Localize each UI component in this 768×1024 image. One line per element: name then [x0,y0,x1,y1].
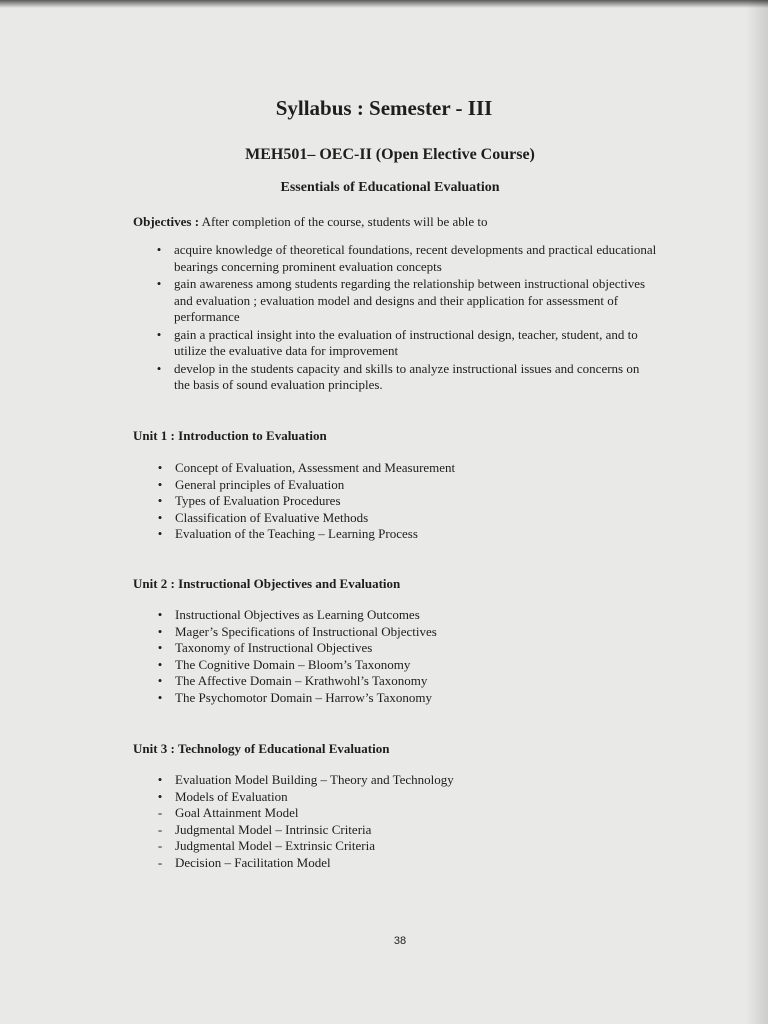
bullet-icon: • [157,526,163,541]
unit-1-topics [153,460,603,543]
bullet-icon: • [157,623,163,639]
list-item [153,624,603,641]
bullet-icon: • [157,640,163,655]
topic-text: Mager’s Specifications of Instructional Objectives [175,623,437,639]
topic-text: Evaluation Model Building – Theory and Technology [175,772,454,787]
objectives-intro [133,214,488,230]
topic-text: Types of Evaluation Procedures [175,493,341,508]
list-item [153,805,603,822]
objectives-list [152,242,657,395]
bullet-icon: • [156,276,162,291]
bullet-icon: • [156,326,162,342]
list-item [152,327,657,360]
bullet-icon: • [157,493,163,508]
list-item [153,673,603,690]
unit-3-topics [153,772,603,871]
page-title: Syllabus : Semester - III [275,96,493,120]
dash-icon: - [157,854,163,870]
page-number: 38 [393,935,407,947]
list-item [153,510,603,527]
list-item [153,657,603,674]
topic-text: Judgmental Model – Extrinsic Criteria [175,838,376,853]
list-item [153,690,603,707]
objective-text: develop in the students capacity and skills to analyze instructional issues and concerns on the basis of sound evaluation principles. [174,360,640,392]
unit-1-heading: Unit 1 : Introduction to Evaluation [133,428,327,443]
list-item [153,493,603,510]
objective-text: gain a practical insight into the evaluation of instructional design, teacher, student, and to utilize the evaluative data for improvement [174,326,638,358]
list-item [153,640,603,657]
topic-text: Instructional Objectives as Learning Outcomes [175,607,420,622]
dash-icon: - [157,838,163,853]
bullet-icon: • [157,509,163,525]
list-item [153,460,603,477]
list-item [153,789,603,806]
topic-text: Evaluation of the Teaching – Learning Process [175,526,418,541]
list-item [153,526,603,543]
topic-text: The Psychomotor Domain – Harrow’s Taxonomy [175,689,433,705]
bullet-icon: • [157,460,163,475]
bullet-icon: • [157,656,163,672]
topic-text: The Affective Domain – Krathwohl’s Taxonomy [175,673,428,688]
topic-text: Judgmental Model – Intrinsic Criteria [175,821,372,837]
bullet-icon: • [157,476,163,492]
bullet-icon: • [157,772,163,787]
unit-2-heading: Unit 2 : Instructional Objectives and Evaluation [133,576,401,591]
bullet-icon: • [156,360,162,376]
course-code: MEH501– OEC-II (Open Elective Course) [245,146,535,163]
topic-text: General principles of Evaluation [175,476,345,492]
dash-icon: - [157,805,163,820]
list-item [152,242,657,275]
topic-text: Taxonomy of Instructional Objectives [175,640,373,655]
objective-text: gain awareness among students regarding the relationship between instructional objectives and evaluation ; evaluation model and designs and their application for assessment of performance [174,276,646,324]
topic-text: Goal Attainment Model [175,805,299,820]
bullet-icon: • [157,689,163,705]
objectives-intro-text: After completion of the course, students will be able to [199,214,488,229]
topic-text: Models of Evaluation [175,788,288,804]
dash-icon: - [157,821,163,837]
list-item [152,361,657,394]
bullet-icon: • [157,607,163,622]
objective-text: acquire knowledge of theoretical foundations, recent developments and practical educational bearings concerning prominent evaluation concepts [174,242,657,274]
unit-3-heading: Unit 3 : Technology of Educational Evaluation [133,741,390,756]
topic-text: Decision – Facilitation Model [175,854,331,870]
list-item [153,822,603,839]
list-item [153,838,603,855]
bullet-icon: • [157,788,163,804]
topic-text: Classification of Evaluative Methods [175,509,369,525]
list-item [152,276,657,326]
unit-2-topics [153,607,603,706]
list-item [153,855,603,872]
list-item [153,477,603,494]
topic-text: Concept of Evaluation, Assessment and Measurement [175,460,456,475]
topic-text: The Cognitive Domain – Bloom’s Taxonomy [175,656,411,672]
bullet-icon: • [156,242,162,257]
list-item [153,607,603,624]
objectives-label: Objectives : [133,214,200,229]
bullet-icon: • [157,673,163,688]
course-name: Essentials of Educational Evaluation [280,180,500,195]
list-item [153,772,603,789]
